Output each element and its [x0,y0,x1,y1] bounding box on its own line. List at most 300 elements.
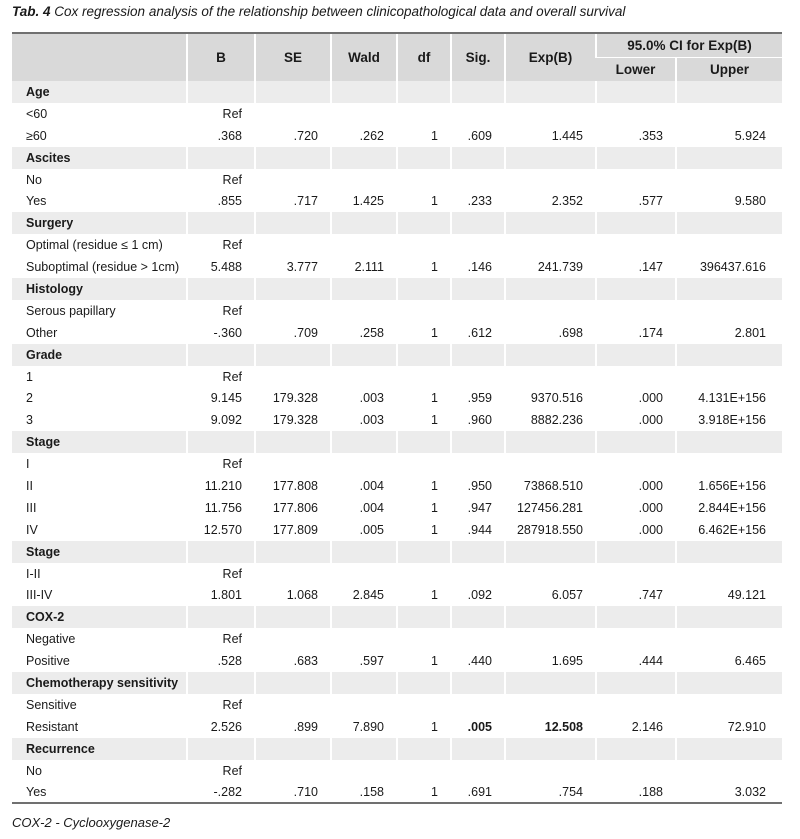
cell-wald [331,234,397,256]
cell-expb: 1.695 [505,650,596,672]
cell-wald: .262 [331,125,397,147]
cell-df: 1 [397,519,451,541]
group-row [12,278,782,300]
row-label: 3 [26,413,33,428]
header-df: df [397,33,451,81]
cell-se: 179.328 [255,387,331,409]
cell-se: .717 [255,190,331,212]
cell-sig: .947 [451,497,505,519]
table-number: Tab. 4 [12,4,51,19]
group-empty-cell [596,344,676,366]
cell-upper [676,300,782,322]
cell-b: Ref [187,694,255,716]
table-header [12,33,782,81]
cell-upper [676,453,782,475]
cell-df: 1 [397,256,451,278]
cell-sig: .612 [451,322,505,344]
group-empty-cell [596,541,676,563]
row-label: IV [26,522,38,537]
group-row [12,738,782,760]
cell-lower [596,169,676,191]
row-label: 2 [26,391,33,406]
group-empty-cell [255,212,331,234]
group-label: COX-2 [12,606,187,628]
cell-sig [451,169,505,191]
cell-b: Ref [187,169,255,191]
cell-lower: .000 [596,497,676,519]
cell-b: Ref [187,760,255,782]
group-empty-cell [255,541,331,563]
group-empty-cell [451,212,505,234]
cell-wald: 1.425 [331,190,397,212]
group-label: Grade [12,344,187,366]
group-label: Recurrence [12,738,187,760]
cell-lower [596,103,676,125]
table-row [12,628,782,650]
cell-lower [596,300,676,322]
row-label: Other [26,325,58,340]
cell-se [255,300,331,322]
group-empty-cell [397,672,451,694]
cell-sig: .960 [451,409,505,431]
cell-wald: .597 [331,650,397,672]
cell-lower: .000 [596,387,676,409]
cell-df [397,234,451,256]
cell-b: .855 [187,190,255,212]
group-empty-cell [255,672,331,694]
cell-lower: .747 [596,584,676,606]
cell-df: 1 [397,322,451,344]
cell-upper: 49.121 [676,584,782,606]
cell-b: 9.092 [187,409,255,431]
cell-upper: 6.465 [676,650,782,672]
row-label: No [26,763,42,778]
table-row [12,190,782,212]
group-empty-cell [596,147,676,169]
row-label: Optimal (residue ≤ 1 cm) [26,238,163,253]
cell-upper [676,234,782,256]
group-empty-cell [255,81,331,103]
group-row [12,147,782,169]
row-label: Negative [26,632,76,647]
group-empty-cell [676,344,782,366]
cell-lower: .000 [596,475,676,497]
cell-se: 3.777 [255,256,331,278]
cell-wald [331,628,397,650]
row-label: <60 [26,106,48,121]
group-empty-cell [331,81,397,103]
cell-df: 1 [397,650,451,672]
cell-b: Ref [187,300,255,322]
cell-df [397,628,451,650]
group-empty-cell [596,431,676,453]
cell-b: 9.145 [187,387,255,409]
group-empty-cell [397,431,451,453]
cell-se [255,628,331,650]
cell-expb: 287918.550 [505,519,596,541]
cell-lower [596,628,676,650]
cell-upper: 5.924 [676,125,782,147]
cell-upper: 9.580 [676,190,782,212]
cell-se [255,103,331,125]
cell-b: 1.801 [187,584,255,606]
row-label: No [26,172,42,187]
group-empty-cell [331,541,397,563]
cell-expb: 2.352 [505,190,596,212]
table-body [12,81,782,803]
cell-expb [505,760,596,782]
header-wald: Wald [331,33,397,81]
row-label: III [26,500,37,515]
group-empty-cell [331,344,397,366]
table-row [12,125,782,147]
table-row [12,716,782,738]
group-empty-cell [451,278,505,300]
table-row [12,387,782,409]
table-row [12,169,782,191]
cell-upper: 6.462E+156 [676,519,782,541]
cell-expb: 73868.510 [505,475,596,497]
group-empty-cell [676,672,782,694]
cell-sig [451,628,505,650]
cell-df [397,453,451,475]
cell-lower: .174 [596,322,676,344]
table-row [12,103,782,125]
group-label: Histology [12,278,187,300]
cell-sig: .691 [451,782,505,804]
cell-expb [505,628,596,650]
cell-wald [331,103,397,125]
cell-lower [596,366,676,388]
group-empty-cell [451,81,505,103]
cell-sig [451,563,505,585]
cell-b: .368 [187,125,255,147]
table-row [12,584,782,606]
cell-b: .528 [187,650,255,672]
cell-sig [451,760,505,782]
cell-df [397,103,451,125]
row-label: Yes [12,782,187,804]
table-row [12,519,782,541]
header-sig: Sig. [451,33,505,81]
cell-se: .710 [255,782,331,804]
group-empty-cell [331,672,397,694]
table-row [12,234,782,256]
cell-lower [596,563,676,585]
cell-se: .709 [255,322,331,344]
group-label: Chemotherapy sensitivity [12,672,187,694]
cell-b: -.360 [187,322,255,344]
group-empty-cell [187,278,255,300]
group-empty-cell [505,147,596,169]
cell-b: 11.756 [187,497,255,519]
table-row [12,453,782,475]
cell-b: 2.526 [187,716,255,738]
group-empty-cell [505,431,596,453]
group-empty-cell [187,431,255,453]
cell-se [255,694,331,716]
cell-lower [596,760,676,782]
cell-wald [331,694,397,716]
cell-lower: .353 [596,125,676,147]
cell-se: 177.806 [255,497,331,519]
cell-b: 12.570 [187,519,255,541]
group-label: Stage [12,541,187,563]
cell-upper: 1.656E+156 [676,475,782,497]
group-empty-cell [331,431,397,453]
group-empty-cell [505,344,596,366]
group-empty-cell [255,344,331,366]
group-row [12,606,782,628]
cell-wald: .158 [331,782,397,804]
cell-sig: .440 [451,650,505,672]
cell-wald: 2.845 [331,584,397,606]
group-empty-cell [255,606,331,628]
cell-lower [596,234,676,256]
cell-wald: .003 [331,387,397,409]
table-row [12,475,782,497]
group-empty-cell [397,278,451,300]
cell-df [397,169,451,191]
group-empty-cell [187,541,255,563]
cell-wald: .005 [331,519,397,541]
group-empty-cell [505,672,596,694]
cell-se: 177.809 [255,519,331,541]
cell-se [255,366,331,388]
cell-wald [331,760,397,782]
group-empty-cell [397,81,451,103]
row-label: III-IV [26,588,53,603]
group-label: Age [12,81,187,103]
table-row [12,760,782,782]
cell-df: 1 [397,584,451,606]
cell-wald: .004 [331,497,397,519]
group-empty-cell [255,278,331,300]
cell-lower: .000 [596,519,676,541]
row-label: Suboptimal (residue > 1cm) [26,260,180,275]
cell-se [255,453,331,475]
cell-wald: .258 [331,322,397,344]
cell-expb: .698 [505,322,596,344]
cell-sig [451,694,505,716]
group-empty-cell [397,606,451,628]
cell-sig: .609 [451,125,505,147]
group-empty-cell [676,278,782,300]
cell-sig [451,234,505,256]
row-label: Resistant [26,719,79,734]
group-empty-cell [451,606,505,628]
group-row [12,541,782,563]
cell-b: 11.210 [187,475,255,497]
group-empty-cell [596,672,676,694]
cell-sig: .944 [451,519,505,541]
cell-sig: .005 [451,716,505,738]
cell-df [397,300,451,322]
cell-sig [451,453,505,475]
cell-df: 1 [397,475,451,497]
group-empty-cell [596,278,676,300]
cell-sig: .959 [451,387,505,409]
cell-expb: 1.445 [505,125,596,147]
header-se: SE [255,33,331,81]
cell-upper: 2.801 [676,322,782,344]
group-empty-cell [331,278,397,300]
group-empty-cell [187,672,255,694]
group-label: Stage [12,431,187,453]
cell-df [397,694,451,716]
cell-expb [505,366,596,388]
cell-lower [596,453,676,475]
cell-expb [505,300,596,322]
group-empty-cell [397,212,451,234]
table-caption [12,4,625,19]
cell-upper: 2.844E+156 [676,497,782,519]
cell-upper [676,563,782,585]
cell-wald: 2.111 [331,256,397,278]
cell-expb [505,234,596,256]
group-empty-cell [187,738,255,760]
cell-df [397,760,451,782]
table-row [12,650,782,672]
cell-se [255,234,331,256]
cell-expb: 8882.236 [505,409,596,431]
cell-df: 1 [397,497,451,519]
cell-b: Ref [187,103,255,125]
cell-se: 1.068 [255,584,331,606]
group-empty-cell [505,212,596,234]
cell-wald: .003 [331,409,397,431]
cell-se: 177.808 [255,475,331,497]
group-empty-cell [397,147,451,169]
group-row [12,81,782,103]
cell-wald [331,300,397,322]
group-empty-cell [397,738,451,760]
group-empty-cell [505,541,596,563]
cell-b: Ref [187,366,255,388]
group-empty-cell [187,81,255,103]
table-row [12,300,782,322]
cell-wald [331,453,397,475]
row-label: Positive [26,654,70,669]
cell-lower: .188 [596,782,676,804]
cell-df: 1 [397,782,451,804]
cell-se [255,760,331,782]
row-label: II [26,478,33,493]
table-footnote: COX-2 - Cyclooxygenase-2 [12,815,171,830]
table-row [12,563,782,585]
header-ci-upper: Upper [676,57,782,81]
cell-sig [451,300,505,322]
cell-wald [331,563,397,585]
group-row [12,431,782,453]
table-row [12,694,782,716]
cell-wald: 7.890 [331,716,397,738]
header-exp-b: Exp(B) [505,33,596,81]
cell-b: 5.488 [187,256,255,278]
group-empty-cell [505,738,596,760]
group-empty-cell [255,431,331,453]
group-label: Surgery [12,212,187,234]
group-empty-cell [255,147,331,169]
cell-sig: .146 [451,256,505,278]
cell-expb [505,563,596,585]
cell-sig [451,366,505,388]
cell-lower: .577 [596,190,676,212]
cell-upper: 4.131E+156 [676,387,782,409]
group-empty-cell [397,344,451,366]
table-row [12,782,782,804]
table-row [12,256,782,278]
cell-expb [505,694,596,716]
row-label: I [26,457,30,472]
cell-upper: 396437.616 [676,256,782,278]
group-empty-cell [676,606,782,628]
cell-lower: .444 [596,650,676,672]
group-empty-cell [676,431,782,453]
group-empty-cell [676,147,782,169]
group-empty-cell [596,81,676,103]
group-empty-cell [451,672,505,694]
cell-df: 1 [397,409,451,431]
cell-wald [331,366,397,388]
cell-b: Ref [187,234,255,256]
cell-upper: 72.910 [676,716,782,738]
group-empty-cell [187,212,255,234]
cell-sig [451,103,505,125]
cell-lower [596,694,676,716]
cell-expb [505,453,596,475]
cell-df: 1 [397,125,451,147]
header-b: B [187,33,255,81]
cell-lower: 2.146 [596,716,676,738]
cell-se: .720 [255,125,331,147]
row-label: 1 [26,369,33,384]
cell-df: 1 [397,190,451,212]
cell-expb: 241.739 [505,256,596,278]
cell-se [255,169,331,191]
group-empty-cell [331,606,397,628]
cell-lower: .000 [596,409,676,431]
group-empty-cell [596,606,676,628]
row-label: Serous papillary [26,303,116,318]
cell-se: 179.328 [255,409,331,431]
cell-upper [676,169,782,191]
group-empty-cell [331,212,397,234]
group-empty-cell [676,212,782,234]
cell-df [397,563,451,585]
cell-upper [676,760,782,782]
row-label: Yes [26,194,47,209]
group-empty-cell [451,738,505,760]
cell-b: -.282 [187,782,255,804]
cell-se: .899 [255,716,331,738]
row-label: I-II [26,566,41,581]
group-empty-cell [596,212,676,234]
group-empty-cell [451,431,505,453]
group-empty-cell [187,606,255,628]
cell-expb: 127456.281 [505,497,596,519]
group-empty-cell [451,147,505,169]
cell-upper [676,628,782,650]
header-variable [12,33,187,81]
cell-b: Ref [187,563,255,585]
cell-upper: 3.032 [676,782,782,804]
table-row [12,497,782,519]
cell-sig: .950 [451,475,505,497]
table-title: Cox regression analysis of the relationship between clinicopathological data and overall survival [54,4,626,19]
group-empty-cell [505,81,596,103]
header-ci-lower: Lower [596,57,676,81]
